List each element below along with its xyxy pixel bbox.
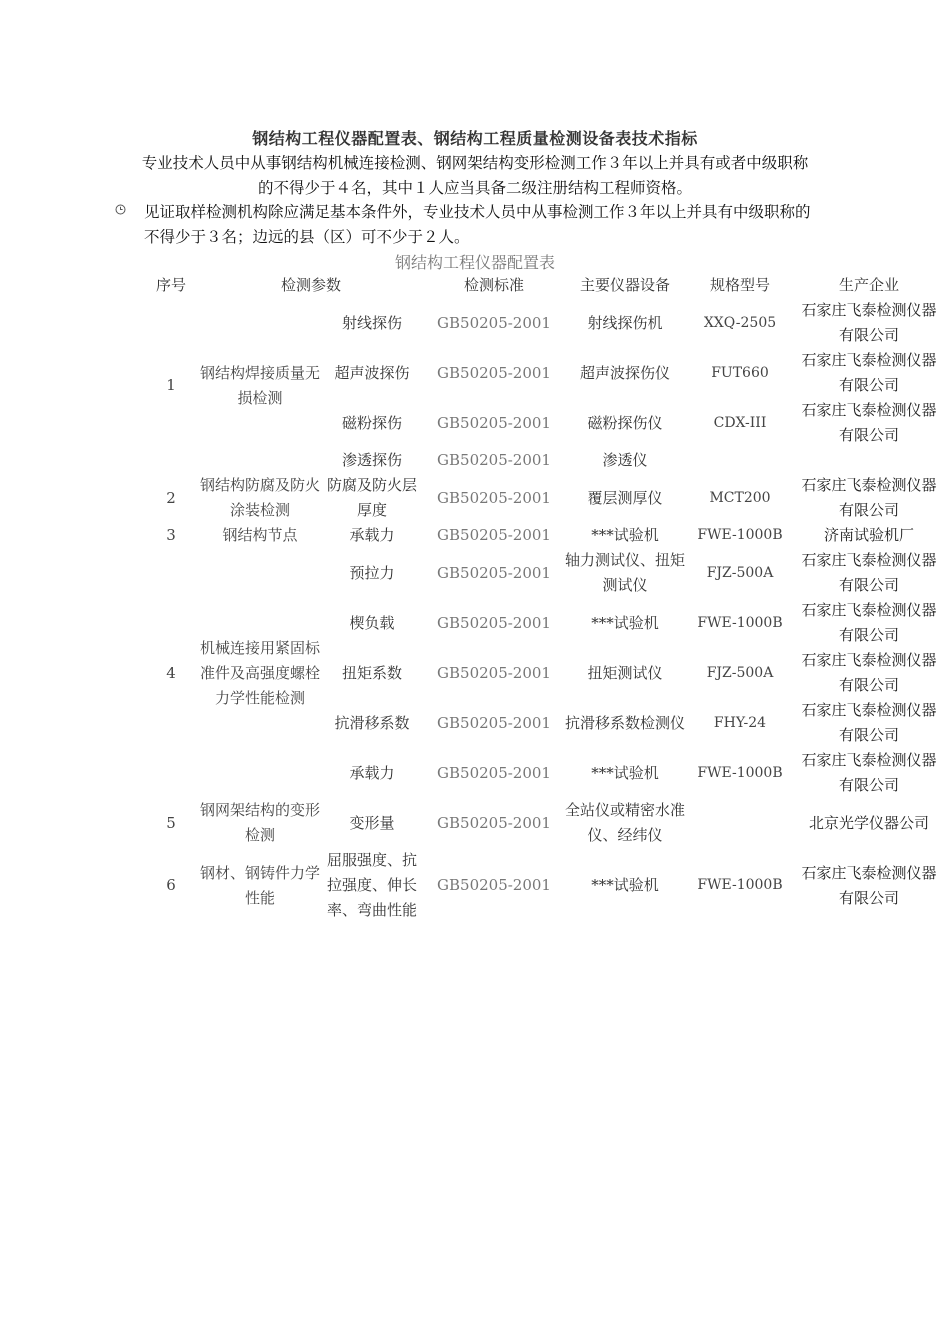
cell-equip: ***试验机 bbox=[591, 613, 659, 632]
row-category: 钢结构防腐及防火涂装检测 bbox=[199, 476, 320, 519]
table-row bbox=[143, 523, 943, 548]
cell-equip: 轴力测试仪、扭矩测试仪 bbox=[565, 551, 685, 594]
cell-model: FWE-1000B bbox=[697, 527, 783, 543]
cell-param: 变形量 bbox=[349, 813, 395, 832]
cell-std: GB50205-2001 bbox=[437, 313, 551, 332]
cell-mfr: 济南试验机厂 bbox=[823, 526, 914, 544]
cell-model bbox=[685, 448, 795, 473]
cell-mfr: 石家庄飞泰检测仪器有限公司 bbox=[801, 351, 937, 394]
cell-std: GB50205-2001 bbox=[437, 713, 551, 732]
cell-param: 承载力 bbox=[349, 526, 395, 544]
clock-icon bbox=[115, 204, 126, 218]
cell-model: CDX-III bbox=[713, 414, 767, 431]
cell-param: 扭矩系数 bbox=[341, 663, 402, 682]
cell-mfr bbox=[795, 448, 943, 473]
table-row bbox=[143, 473, 943, 523]
cell-equip: 磁粉探伤仪 bbox=[587, 413, 663, 432]
cell-model: FWE-1000B bbox=[697, 877, 783, 893]
cell-param: 抗滑移系数 bbox=[334, 713, 410, 732]
table-row bbox=[143, 548, 943, 598]
table-caption: 钢结构工程仪器配置表 bbox=[394, 253, 555, 272]
cell-mfr: 石家庄飞泰检测仪器有限公司 bbox=[801, 301, 937, 344]
cell-equip: 抗滑移系数检测仪 bbox=[565, 713, 685, 732]
cell-model: FJZ-500A bbox=[706, 664, 774, 681]
row-category: 钢网架结构的变形检测 bbox=[199, 801, 320, 844]
cell-std: GB50205-2001 bbox=[437, 876, 551, 894]
row-category: 钢材、钢铸件力学性能 bbox=[199, 863, 320, 907]
cell-equip: 扭矩测试仪 bbox=[587, 663, 663, 682]
table-row bbox=[143, 848, 943, 923]
table-header-row bbox=[143, 272, 943, 298]
cell-std: GB50205-2001 bbox=[437, 413, 551, 432]
row-category: 机械连接用紧固标准件及高强度螺栓力学性能检测 bbox=[199, 638, 320, 707]
cell-equip: ***试验机 bbox=[591, 763, 659, 782]
cell-std: GB50205-2001 bbox=[437, 451, 551, 469]
cell-param: 磁粉探伤 bbox=[341, 413, 402, 432]
cell-model: FJZ-500A bbox=[706, 564, 774, 581]
header-no: 序号 bbox=[155, 275, 186, 294]
paragraph-witness-sampling: 见证取样检测机构除应满足基本条件外，专业技术人员中从事检测工作３年以上并具有中级职称的不得少于３名；边远的县（区）可不少于２人。 bbox=[144, 203, 811, 246]
row-no: 6 bbox=[166, 876, 176, 894]
cell-equip: 全站仪或精密水准仪、经纬仪 bbox=[565, 801, 685, 844]
cell-mfr: 石家庄飞泰检测仪器有限公司 bbox=[801, 551, 937, 594]
cell-std: GB50205-2001 bbox=[437, 663, 551, 682]
row-no: 5 bbox=[166, 813, 176, 832]
cell-mfr: 石家庄飞泰检测仪器有限公司 bbox=[801, 401, 937, 444]
cell-param: 预拉力 bbox=[349, 563, 395, 582]
document-title: 钢结构工程仪器配置表、钢结构工程质量检测设备表技术指标 bbox=[252, 129, 698, 148]
cell-model bbox=[685, 798, 795, 848]
cell-std: GB50205-2001 bbox=[437, 363, 551, 382]
cell-equip: 超声波探伤仪 bbox=[579, 363, 670, 382]
cell-mfr: 石家庄飞泰检测仪器有限公司 bbox=[801, 476, 937, 519]
cell-equip: 覆层测厚仪 bbox=[587, 488, 663, 507]
row-no: 4 bbox=[166, 663, 176, 682]
cell-param: 渗透探伤 bbox=[341, 451, 402, 469]
cell-param: 超声波探伤 bbox=[334, 363, 410, 382]
cell-std: GB50205-2001 bbox=[437, 763, 551, 782]
cell-param: 防腐及防火层厚度 bbox=[326, 476, 417, 519]
header-param: 检测参数 bbox=[280, 275, 341, 294]
cell-model: FUT660 bbox=[711, 364, 769, 381]
row-category: 钢结构节点 bbox=[222, 526, 298, 544]
header-std: 检测标准 bbox=[463, 275, 524, 294]
row-no: 3 bbox=[166, 526, 176, 544]
cell-equip: ***试验机 bbox=[591, 526, 659, 544]
row-no: 2 bbox=[166, 488, 176, 507]
header-equip: 主要仪器设备 bbox=[579, 275, 670, 294]
instrument-config-table bbox=[143, 272, 943, 923]
cell-mfr: 石家庄飞泰检测仪器有限公司 bbox=[801, 863, 937, 907]
cell-equip: 射线探伤机 bbox=[587, 313, 663, 332]
cell-model: XXQ-2505 bbox=[703, 314, 777, 331]
cell-mfr: 石家庄飞泰检测仪器有限公司 bbox=[801, 651, 937, 694]
cell-std: GB50205-2001 bbox=[437, 613, 551, 632]
cell-param: 屈服强度、抗拉强度、伸长率、弯曲性能 bbox=[326, 851, 417, 919]
cell-model: FWE-1000B bbox=[697, 614, 783, 631]
cell-mfr: 北京光学仪器公司 bbox=[808, 813, 929, 832]
cell-model: MCT200 bbox=[709, 489, 771, 506]
cell-std: GB50205-2001 bbox=[437, 563, 551, 582]
cell-mfr: 石家庄飞泰检测仪器有限公司 bbox=[801, 601, 937, 644]
cell-std: GB50205-2001 bbox=[437, 813, 551, 832]
header-mfr: 生产企业 bbox=[838, 275, 899, 294]
cell-param: 承载力 bbox=[349, 763, 395, 782]
cell-model: FWE-1000B bbox=[697, 764, 783, 781]
cell-std: GB50205-2001 bbox=[437, 488, 551, 507]
table-row bbox=[143, 798, 943, 848]
table-row bbox=[143, 298, 943, 348]
header-model: 规格型号 bbox=[709, 275, 770, 294]
cell-equip: 渗透仪 bbox=[602, 451, 648, 469]
cell-mfr: 石家庄飞泰检测仪器有限公司 bbox=[801, 701, 937, 744]
cell-equip: ***试验机 bbox=[591, 876, 659, 894]
row-no: 1 bbox=[166, 376, 176, 394]
paragraph-staff-requirement: 专业技术人员中从事钢结构机械连接检测、钢网架结构变形检测工作３年以上并具有或者中级职称的不得少于４名，其中１人应当具备二级注册结构工程师资格。 bbox=[141, 154, 809, 197]
cell-mfr: 石家庄飞泰检测仪器有限公司 bbox=[801, 751, 937, 794]
cell-param: 楔负载 bbox=[349, 613, 395, 632]
row-category: 钢结构焊接质量无损检测 bbox=[199, 363, 320, 407]
cell-param: 射线探伤 bbox=[341, 313, 402, 332]
cell-std: GB50205-2001 bbox=[437, 526, 551, 544]
cell-model: FHY-24 bbox=[713, 714, 767, 731]
